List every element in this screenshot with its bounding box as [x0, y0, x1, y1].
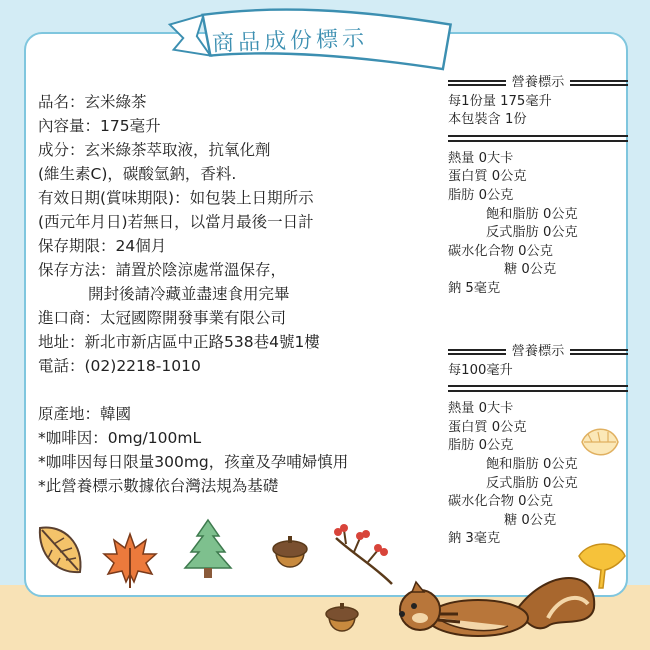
nutrition-basis: 每100毫升: [448, 362, 513, 378]
nutrient-row: 飽和脂肪 0公克: [486, 456, 578, 472]
page-title: 商品成份標示: [211, 26, 369, 57]
product-address: 地址：新北市新店區中正路538巷4號1樓: [38, 333, 320, 351]
servings-per-package: 本包裝含 1份: [448, 112, 527, 128]
nutrient-row: 碳水化合物 0公克: [448, 494, 553, 510]
product-storage: 保存方法：請置於陰涼處常溫保存，: [38, 261, 287, 279]
leaf-icon: [578, 420, 622, 464]
product-ingredients: 成分：玄米綠茶萃取液，抗氧化劑: [38, 141, 271, 159]
product-name: 品名：玄米綠茶: [38, 93, 147, 111]
maple-leaf-icon: [100, 530, 160, 590]
product-ingredients-cont: (維生素C)，碳酸氫鈉，香料.: [38, 165, 237, 183]
nutrition-header: 營養標示: [511, 75, 565, 90]
nutrient-row: 反式脂肪 0公克: [486, 475, 578, 491]
caffeine-warning: *咖啡因每日限量300mg，孩童及孕哺婦慎用: [38, 453, 349, 471]
nutrient-row: 蛋白質 0公克: [448, 419, 527, 435]
leaf-icon: [34, 520, 88, 580]
product-importer: 進口商：太冠國際開發事業有限公司: [38, 309, 287, 327]
pine-tree-icon: [183, 518, 233, 580]
product-expiry-cont: (西元年月日)若無日，以當月最後一日計: [38, 213, 314, 231]
nutrient-row: 鈉 3毫克: [448, 531, 501, 547]
product-phone: 電話：(02)2218-1010: [38, 357, 201, 375]
nutrition-header: 營養標示: [511, 344, 565, 359]
nutrient-row: 脂肪 0公克: [448, 438, 514, 454]
berry-branch-icon: [330, 522, 396, 588]
nutrient-row: 飽和脂肪 0公克: [486, 206, 578, 222]
nutrition-table-per-serving: [448, 74, 628, 299]
product-expiry: 有效日期(賞味期限)：如包裝上日期所示: [38, 189, 314, 207]
nutrient-row: 熱量 0大卡: [448, 150, 514, 166]
acorn-icon: [322, 600, 362, 644]
product-volume: 內容量：175毫升: [38, 117, 161, 135]
nutrient-row: 熱量 0大卡: [448, 401, 514, 417]
product-info: [38, 90, 438, 498]
acorn-icon: [268, 532, 312, 582]
nutrient-row: 脂肪 0公克: [448, 187, 514, 203]
nutrient-row: 蛋白質 0公克: [448, 169, 527, 185]
caffeine-content: *咖啡因：0mg/100mL: [38, 429, 202, 447]
nutrient-row: 糖 0公克: [504, 512, 557, 528]
nutrient-row: 糖 0公克: [504, 262, 557, 278]
nutrient-row: 反式脂肪 0公克: [486, 225, 578, 241]
product-storage-cont: 開封後請冷藏並盡速食用完畢: [88, 285, 290, 303]
product-origin: 原產地：韓國: [38, 405, 132, 423]
serving-size: 每1份量 175毫升: [448, 93, 552, 109]
nutrition-note: *此營養標示數據依台灣法規為基礎: [38, 477, 279, 495]
nutrient-row: 碳水化合物 0公克: [448, 243, 553, 259]
squirrel-icon: [398, 548, 598, 648]
nutrient-row: 鈉 5毫克: [448, 280, 501, 296]
product-shelf-life: 保存期限：24個月: [38, 237, 167, 255]
